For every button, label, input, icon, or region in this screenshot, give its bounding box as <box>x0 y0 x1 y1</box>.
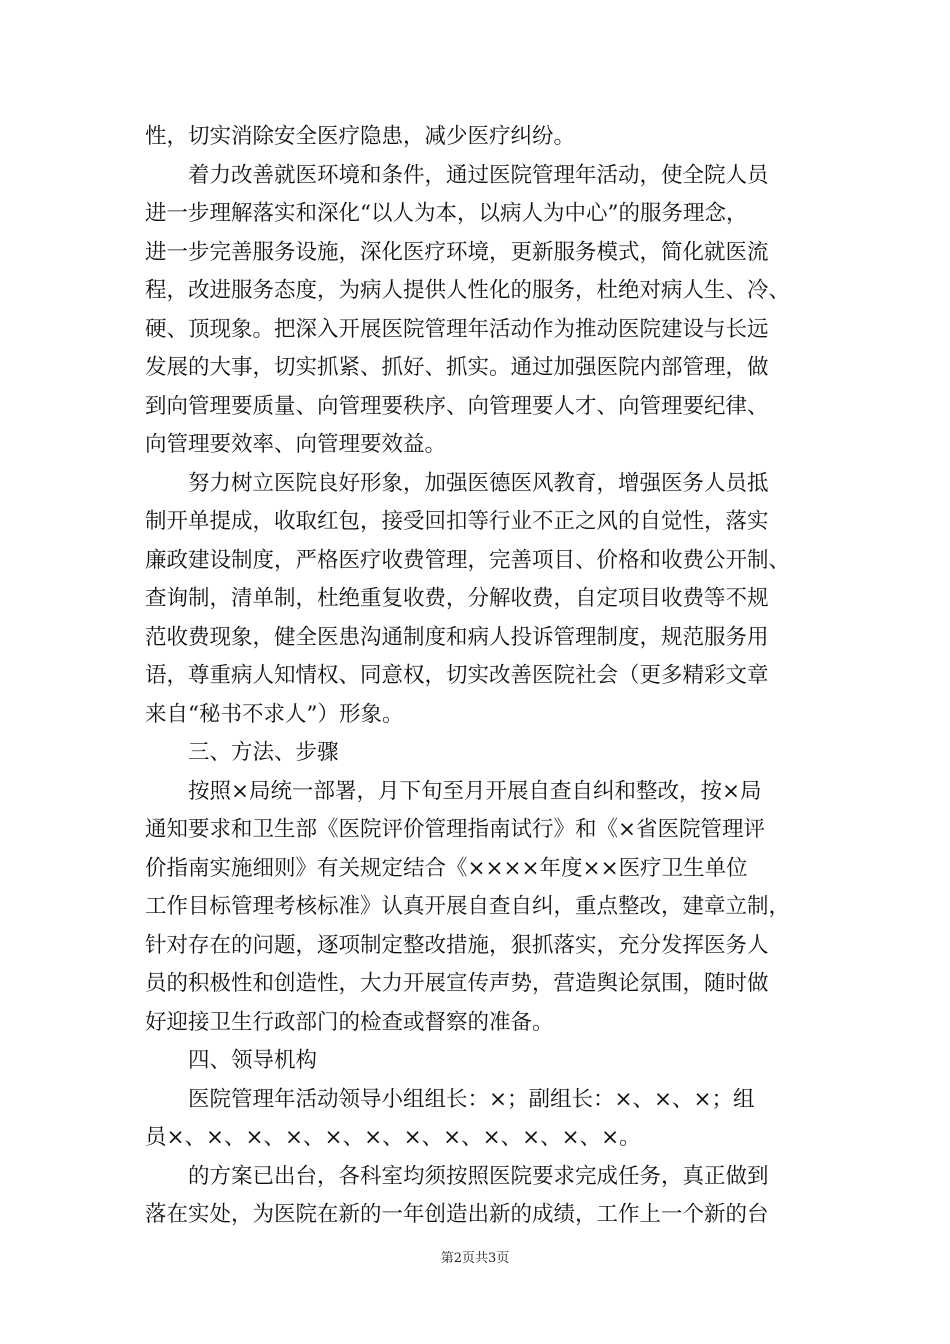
text-line: 查询制，清单制，杜绝重复收费，分解收费，自定项目收费等不规 <box>145 586 769 611</box>
text-line: 价指南实施细则》有关规定结合《××××年度××医疗卫生单位 <box>145 855 748 881</box>
text-line: 语，尊重病人知情权、同意权，切实改善医院社会（更多精彩文章 <box>145 663 769 688</box>
text-line: 制开单提成，收取红包，接受回扣等行业不正之风的自觉性，落实 <box>145 509 769 534</box>
text-line: 通知要求和卫生部《医院评价管理指南试行》和《×省医院管理评 <box>145 817 766 842</box>
text-line: 工作目标管理考核标准》认真开展自查自纠，重点整改，建章立制， <box>145 894 791 919</box>
text-line: 性，切实消除安全医疗隐患，减少医疗纠纷。 <box>145 124 576 149</box>
text-line: 到向管理要质量、向管理要秩序、向管理要人才、向管理要纪律、 <box>145 393 769 419</box>
text-line: 发展的大事，切实抓紧、抓好、抓实。通过加强医院内部管理，做 <box>145 355 769 380</box>
text-line: 着力改善就医环境和条件，通过医院管理年活动，使全院人员 <box>145 162 769 188</box>
text-line: 好迎接卫生行政部门的检查或督察的准备。 <box>145 1009 554 1035</box>
text-line: 硬、顶现象。把深入开展医院管理年活动作为推动医院建设与长远 <box>145 316 769 342</box>
text-line: 廉政建设制度，严格医疗收费管理，完善项目、价格和收费公开制、 <box>145 547 791 573</box>
text-line: 范收费现象，健全医患沟通制度和病人投诉管理制度，规范服务用 <box>145 624 769 650</box>
page-number: 第2页共3页 <box>440 1251 510 1266</box>
text-line: 员的积极性和创造性，大力开展宣传声势，营造舆论氛围，随时做 <box>145 971 769 996</box>
text-line: 三、方法、步骤 <box>145 740 339 765</box>
text-line: 努力树立医院良好形象，加强医德医风教育，增强医务人员抵 <box>145 470 769 496</box>
text-line: 来自“秘书不求人”）形象。 <box>145 701 404 727</box>
text-line: 进一步完善服务设施，深化医疗环境，更新服务模式，简化就医流 <box>145 239 769 265</box>
text-line: 的方案已出台，各科室均须按照医院要求完成任务，真正做到 <box>145 1163 769 1189</box>
text-line: 针对存在的问题，逐项制定整改措施，狠抓落实，充分发挥医务人 <box>145 932 769 958</box>
text-line: 进一步理解落实和深化“以人为本，以病人为中心”的服务理念， <box>145 201 748 226</box>
text-line: 落在实处，为医院在新的一年创造出新的成绩，工作上一个新的台 <box>145 1202 769 1227</box>
text-line: 按照×局统一部署，月下旬至月开展自查自纠和整改，按×局 <box>145 778 762 804</box>
text-line: 四、领导机构 <box>145 1048 318 1073</box>
text-line: 医院管理年活动领导小组组长：×；副组长：×、×、×；组 <box>145 1086 755 1112</box>
text-line: 员×、×、×、×、×、×、×、×、×、×、×、×。 <box>145 1125 641 1150</box>
text-line: 向管理要效率、向管理要效益。 <box>145 432 447 457</box>
text-line: 程，改进服务态度，为病人提供人性化的服务，杜绝对病人生、冷、 <box>145 278 791 303</box>
body-text <box>145 118 825 1235</box>
